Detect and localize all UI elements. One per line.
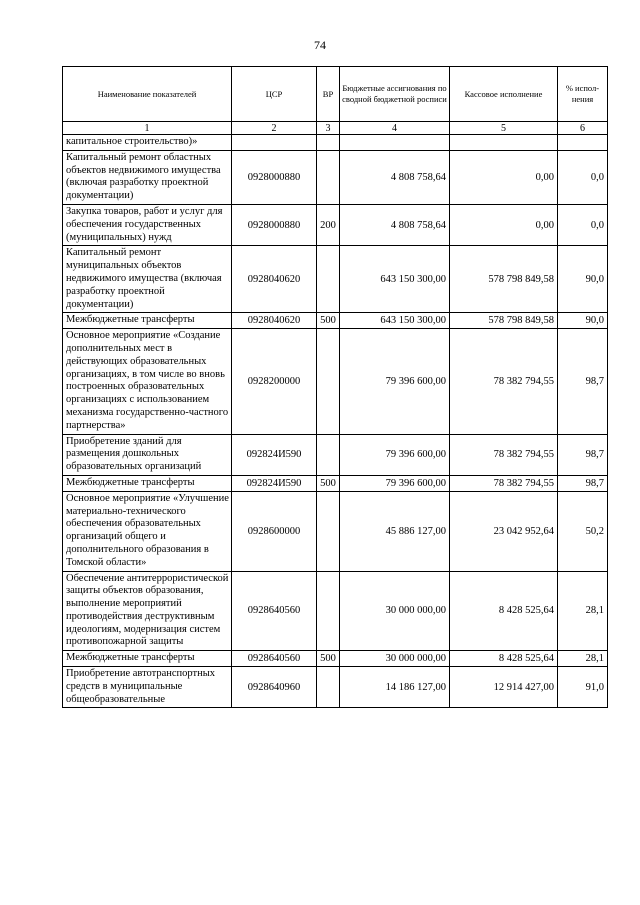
- row-budget: 643 150 300,00: [340, 246, 450, 313]
- table-row: [63, 246, 608, 313]
- row-cash: [450, 135, 558, 151]
- row-pct: 91,0: [558, 667, 608, 708]
- row-budget: 14 186 127,00: [340, 667, 450, 708]
- header-csr: ЦСР: [232, 67, 317, 122]
- row-csr: 0928000880: [232, 204, 317, 245]
- column-number: 3: [317, 122, 340, 135]
- row-csr: 0928040620: [232, 246, 317, 313]
- table-row: [63, 491, 608, 571]
- row-csr: 0928640960: [232, 667, 317, 708]
- row-vr: 500: [317, 651, 340, 667]
- row-vr: [317, 667, 340, 708]
- column-number: 5: [450, 122, 558, 135]
- header-name: Наименование показателей: [63, 67, 232, 122]
- row-budget: 79 396 600,00: [340, 329, 450, 434]
- table-row: [63, 204, 608, 245]
- page-number: 74: [314, 38, 326, 52]
- row-budget: [340, 135, 450, 151]
- row-csr: 092824И590: [232, 434, 317, 475]
- row-cash: 578 798 849,58: [450, 313, 558, 329]
- row-vr: [317, 135, 340, 151]
- row-cash: 578 798 849,58: [450, 246, 558, 313]
- row-csr: 0928200000: [232, 329, 317, 434]
- table-row: [63, 571, 608, 651]
- row-pct: [558, 135, 608, 151]
- row-budget: 4 808 758,64: [340, 204, 450, 245]
- row-cash: 0,00: [450, 150, 558, 204]
- row-name: Приобретение автотранспортных средств в муниципальные общеобразовательные: [63, 667, 232, 708]
- row-name: капитальное строительство)»: [63, 135, 232, 151]
- row-csr: 0928040620: [232, 313, 317, 329]
- column-number: 2: [232, 122, 317, 135]
- header-vr: ВР: [317, 67, 340, 122]
- row-name: Приобретение зданий для размещения дошкольных образовательных организаций: [63, 434, 232, 475]
- row-vr: 500: [317, 313, 340, 329]
- row-vr: [317, 246, 340, 313]
- row-name: Капитальный ремонт областных объектов недвижимого имущества (включая разработку проектной документации): [63, 150, 232, 204]
- budget-execution-table: [62, 66, 608, 708]
- row-cash: 78 382 794,55: [450, 329, 558, 434]
- table-row: [63, 667, 608, 708]
- row-vr: [317, 491, 340, 571]
- table-row: [63, 135, 608, 151]
- table-row: [63, 651, 608, 667]
- row-cash: 78 382 794,55: [450, 475, 558, 491]
- row-cash: 0,00: [450, 204, 558, 245]
- row-csr: 0928640560: [232, 651, 317, 667]
- column-number: 1: [63, 122, 232, 135]
- row-cash: 23 042 952,64: [450, 491, 558, 571]
- row-cash: 8 428 525,64: [450, 651, 558, 667]
- table-row: [63, 434, 608, 475]
- table-row: [63, 313, 608, 329]
- row-budget: 643 150 300,00: [340, 313, 450, 329]
- row-name: Межбюджетные трансферты: [63, 651, 232, 667]
- row-pct: 98,7: [558, 329, 608, 434]
- row-csr: 0928600000: [232, 491, 317, 571]
- row-pct: 90,0: [558, 313, 608, 329]
- row-vr: [317, 571, 340, 651]
- row-name: Основное мероприятие «Улучшение материально-технического обеспечения образовательных организаций общего и дополнительного образования в Томской области»: [63, 491, 232, 571]
- row-csr: [232, 135, 317, 151]
- row-vr: [317, 150, 340, 204]
- row-budget: 45 886 127,00: [340, 491, 450, 571]
- row-budget: 30 000 000,00: [340, 651, 450, 667]
- row-pct: 98,7: [558, 475, 608, 491]
- table-row: [63, 475, 608, 491]
- row-pct: 28,1: [558, 651, 608, 667]
- row-cash: 12 914 427,00: [450, 667, 558, 708]
- row-cash: 78 382 794,55: [450, 434, 558, 475]
- row-csr: 092824И590: [232, 475, 317, 491]
- table-row: [63, 329, 608, 434]
- row-vr: 500: [317, 475, 340, 491]
- table-row: [63, 150, 608, 204]
- row-budget: 30 000 000,00: [340, 571, 450, 651]
- row-pct: 90,0: [558, 246, 608, 313]
- row-vr: [317, 329, 340, 434]
- header-cash: Кассовое исполнение: [450, 67, 558, 122]
- column-number: 4: [340, 122, 450, 135]
- row-budget: 79 396 600,00: [340, 434, 450, 475]
- row-cash: 8 428 525,64: [450, 571, 558, 651]
- row-vr: [317, 434, 340, 475]
- row-pct: 28,1: [558, 571, 608, 651]
- row-name: Обеспечение антитеррористической защиты объектов образования, выполнение мероприятий противодействия деструктивным идеологиям, модернизация систем противопожарной защиты: [63, 571, 232, 651]
- row-name: Основное мероприятие «Создание дополнительных мест в действующих образовательных организациях, в том числе во вновь построенных образовательных организациях с использованием механизма государственно-частного партнерства»: [63, 329, 232, 434]
- header-row: [63, 67, 608, 122]
- row-pct: 0,0: [558, 150, 608, 204]
- row-name: Межбюджетные трансферты: [63, 475, 232, 491]
- row-name: Закупка товаров, работ и услуг для обеспечения государственных (муниципальных) нужд: [63, 204, 232, 245]
- row-budget: 4 808 758,64: [340, 150, 450, 204]
- header-budget: Бюджетные ассигнования по сводной бюджетной росписи: [340, 67, 450, 122]
- row-budget: 79 396 600,00: [340, 475, 450, 491]
- row-vr: 200: [317, 204, 340, 245]
- column-number-row: [63, 122, 608, 135]
- header-pct: % испол-нения: [558, 67, 608, 122]
- column-number: 6: [558, 122, 608, 135]
- row-csr: 0928000880: [232, 150, 317, 204]
- row-pct: 98,7: [558, 434, 608, 475]
- row-pct: 0,0: [558, 204, 608, 245]
- row-pct: 50,2: [558, 491, 608, 571]
- row-csr: 0928640560: [232, 571, 317, 651]
- row-name: Межбюджетные трансферты: [63, 313, 232, 329]
- row-name: Капитальный ремонт муниципальных объектов недвижимого имущества (включая разработку проектной документации): [63, 246, 232, 313]
